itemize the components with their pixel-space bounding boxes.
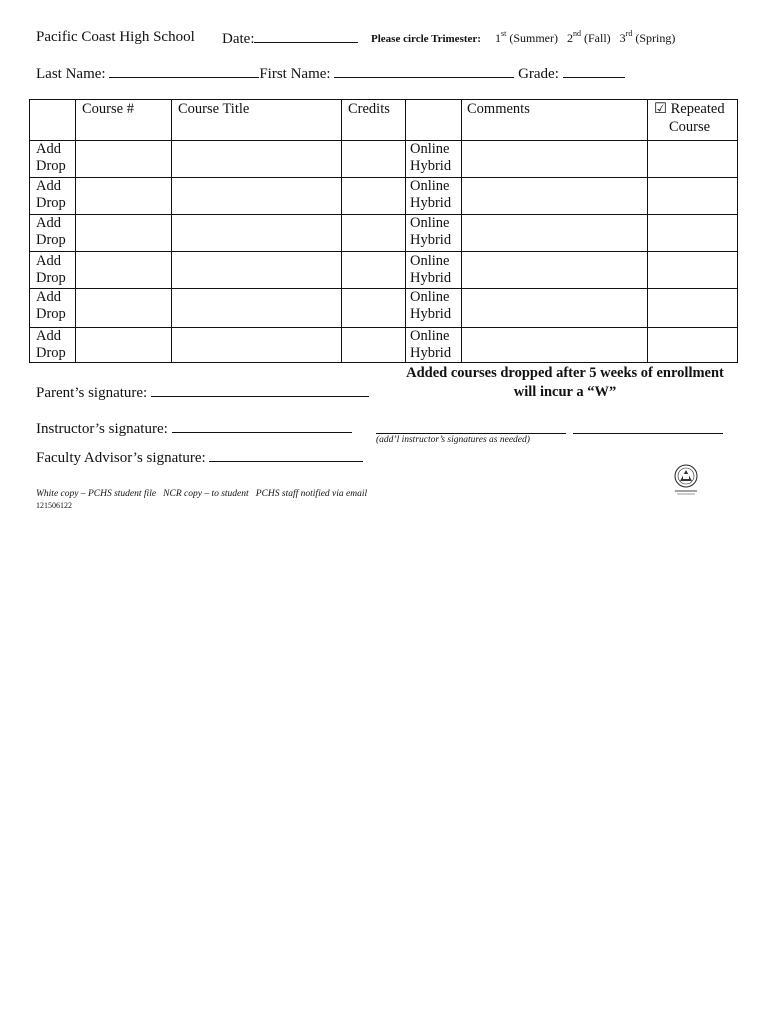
- withdrawal-notice: Added courses dropped after 5 weeks of enrollment will incur a “W”: [406, 365, 724, 400]
- online-hybrid-choice[interactable]: Online Hybrid: [410, 141, 452, 174]
- header-credits: Credits: [348, 101, 390, 117]
- grade-field[interactable]: [563, 64, 625, 78]
- date-field[interactable]: [222, 29, 358, 48]
- online-hybrid-choice[interactable]: Online Hybrid: [410, 289, 452, 322]
- course-table: [29, 99, 738, 363]
- header-comments: Comments: [467, 101, 530, 117]
- add-drop-choice[interactable]: Add Drop: [36, 215, 66, 248]
- advisor-signature-line[interactable]: [209, 448, 363, 462]
- grade-label: Grade:: [518, 66, 559, 82]
- last-name-label: Last Name:: [36, 66, 106, 82]
- row-divider: [30, 214, 737, 215]
- online-hybrid-choice[interactable]: Online Hybrid: [410, 253, 452, 286]
- last-name-field[interactable]: [109, 64, 259, 78]
- instructor-note: (add’l instructor’s signatures as needed): [376, 435, 530, 445]
- add-drop-choice[interactable]: Add Drop: [36, 253, 66, 286]
- row-divider: [30, 327, 737, 328]
- advisor-signature-label: Faculty Advisor’s signature:: [36, 450, 206, 466]
- row-divider: [30, 251, 737, 252]
- header-course-number: Course #: [82, 101, 134, 117]
- date-label: Date:: [222, 31, 255, 47]
- parent-signature-line[interactable]: [151, 383, 369, 397]
- instructor-signature-line-2[interactable]: [376, 419, 566, 434]
- add-drop-choice[interactable]: Add Drop: [36, 289, 66, 322]
- header-repeated-course: ☑ Repeated: [654, 101, 725, 117]
- add-drop-choice[interactable]: Add Drop: [36, 328, 66, 361]
- instructor-signature-label: Instructor’s signature:: [36, 421, 168, 437]
- online-hybrid-choice[interactable]: Online Hybrid: [410, 328, 452, 361]
- school-name: Pacific Coast High School: [36, 29, 195, 45]
- row-divider: [30, 177, 737, 178]
- header-course-title: Course Title: [178, 101, 250, 117]
- first-name-label: First Name:: [259, 66, 331, 82]
- row-divider: [30, 140, 737, 141]
- trimester-options: [495, 31, 675, 46]
- row-divider: [30, 288, 737, 289]
- header-repeated-course-line2: Course: [669, 119, 711, 135]
- online-hybrid-choice[interactable]: Online Hybrid: [410, 178, 452, 211]
- first-name-field[interactable]: [334, 64, 514, 78]
- online-hybrid-choice[interactable]: Online Hybrid: [410, 215, 452, 248]
- trimester-option-3[interactable]: 3rd (Spring): [619, 29, 676, 45]
- advisor-signature[interactable]: [36, 448, 363, 467]
- instructor-signature-line-3[interactable]: [573, 419, 723, 434]
- instructor-signature-line-1[interactable]: [172, 419, 352, 433]
- date-line[interactable]: [254, 29, 358, 43]
- instructor-signature[interactable]: [36, 419, 352, 438]
- trimester-option-1[interactable]: 1st (Summer): [495, 29, 558, 45]
- form-code: 121506122: [36, 501, 72, 510]
- student-info-line: [36, 64, 625, 83]
- add-drop-choice[interactable]: Add Drop: [36, 141, 66, 174]
- school-seal-icon: [668, 462, 704, 498]
- trimester-prompt: Please circle Trimester:: [371, 33, 481, 45]
- add-drop-choice[interactable]: Add Drop: [36, 178, 66, 211]
- copy-distribution-note: White copy – PCHS student file NCR copy – to student PCHS staff notified via email: [36, 489, 368, 499]
- parent-signature-label: Parent’s signature:: [36, 385, 148, 401]
- trimester-option-2[interactable]: 2nd (Fall): [567, 29, 611, 45]
- parent-signature[interactable]: [36, 383, 369, 402]
